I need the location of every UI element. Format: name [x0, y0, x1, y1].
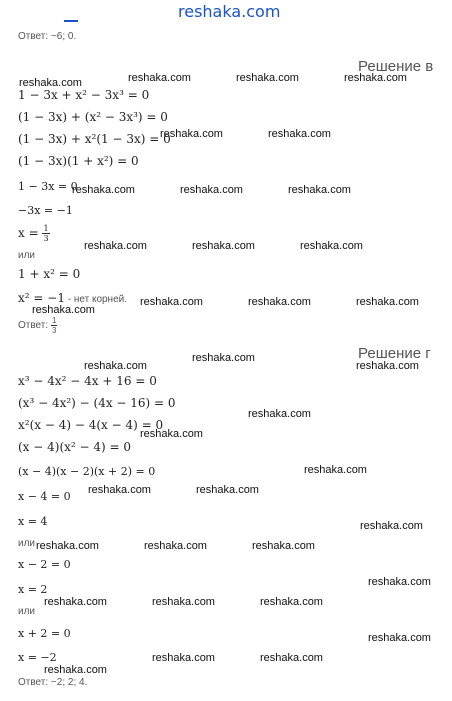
watermark: reshaka.com: [192, 352, 255, 364]
answer-v: [18, 316, 57, 335]
solution-g-heading: Решение г: [358, 345, 431, 362]
watermark: reshaka.com: [72, 184, 135, 196]
header-underline: [64, 20, 78, 22]
watermark: reshaka.com: [180, 184, 243, 196]
or-label: или: [18, 250, 36, 261]
equation-line: (1 − 3x)(1 + x²) = 0: [18, 154, 139, 168]
equation-line: (x − 4)(x² − 4) = 0: [18, 440, 132, 454]
watermark: reshaka.com: [260, 652, 323, 664]
watermark: reshaka.com: [196, 484, 259, 496]
solution-v-heading: Решение в: [358, 58, 434, 75]
watermark: reshaka.com: [88, 484, 151, 496]
watermark: reshaka.com: [248, 296, 311, 308]
watermark: reshaka.com: [152, 652, 215, 664]
answer-label: Ответ:: [18, 320, 49, 332]
equation-line: 1 − 3x = 0: [18, 180, 78, 193]
watermark: reshaka.com: [140, 428, 203, 440]
answer-g: Ответ: −2; 2; 4.: [18, 677, 88, 688]
equation-line: x − 2 = 0: [18, 558, 71, 571]
watermark: reshaka.com: [300, 240, 363, 252]
previous-answer: Ответ: −6; 0.: [18, 31, 77, 42]
watermark: reshaka.com: [144, 540, 207, 552]
watermark: reshaka.com: [236, 72, 299, 84]
watermark: reshaka.com: [288, 184, 351, 196]
watermark: reshaka.com: [248, 408, 311, 420]
watermark: reshaka.com: [152, 596, 215, 608]
watermark: reshaka.com: [344, 72, 407, 84]
no-roots-equation: x² = −1: [18, 291, 65, 305]
equation-line: (1 − 3x) + (x² − 3x³) = 0: [18, 110, 168, 124]
fraction-denominator: 3: [43, 234, 49, 243]
watermark: reshaka.com: [368, 576, 431, 588]
equation-line: −3x = −1: [18, 204, 73, 217]
watermark: reshaka.com: [260, 596, 323, 608]
x-solution-line: [18, 224, 50, 243]
equation-line: x − 4 = 0: [18, 490, 71, 503]
equation-line: x = 4: [18, 515, 48, 528]
equation-line: x³ − 4x² − 4x + 16 = 0: [18, 374, 157, 388]
site-title[interactable]: reshaka.com: [178, 2, 281, 21]
equation-line: (1 − 3x) + x²(1 − 3x) = 0: [18, 132, 171, 146]
watermark: reshaka.com: [128, 72, 191, 84]
watermark: reshaka.com: [368, 632, 431, 644]
equation-line: x²(x − 4) − 4(x − 4) = 0: [18, 418, 164, 432]
equation-line: 1 + x² = 0: [18, 267, 81, 281]
no-roots-text: - нет корней.: [64, 294, 128, 305]
fraction-denominator: 3: [51, 326, 57, 335]
watermark: reshaka.com: [140, 296, 203, 308]
equation-line: (x³ − 4x²) − (4x − 16) = 0: [18, 396, 176, 410]
equation-line: x = −2: [18, 651, 57, 664]
watermark: reshaka.com: [32, 304, 95, 316]
equation-line: (x − 4)(x − 2)(x + 2) = 0: [18, 465, 156, 478]
fraction-one-third: [42, 224, 49, 243]
or-label: или: [18, 538, 36, 549]
fraction-numerator: 1: [43, 224, 49, 233]
watermark: reshaka.com: [19, 77, 82, 89]
watermark: reshaka.com: [356, 296, 419, 308]
watermark: reshaka.com: [44, 664, 107, 676]
watermark: reshaka.com: [44, 596, 107, 608]
no-roots-line: [18, 291, 127, 305]
or-label: или: [18, 606, 36, 617]
watermark: reshaka.com: [356, 360, 419, 372]
watermark: reshaka.com: [304, 464, 367, 476]
fraction-numerator: 1: [51, 316, 57, 325]
watermark: reshaka.com: [252, 540, 315, 552]
watermark: reshaka.com: [360, 520, 423, 532]
equation-line: x = 2: [18, 583, 48, 596]
equation-line: x + 2 = 0: [18, 627, 71, 640]
watermark: reshaka.com: [84, 240, 147, 252]
watermark: reshaka.com: [84, 360, 147, 372]
watermark: reshaka.com: [268, 128, 331, 140]
watermark: reshaka.com: [160, 128, 223, 140]
x-equals: x =: [18, 226, 39, 240]
equation-line: 1 − 3x + x² − 3x³ = 0: [18, 88, 150, 102]
watermark: reshaka.com: [36, 540, 99, 552]
answer-fraction: [51, 316, 57, 335]
watermark: reshaka.com: [192, 240, 255, 252]
